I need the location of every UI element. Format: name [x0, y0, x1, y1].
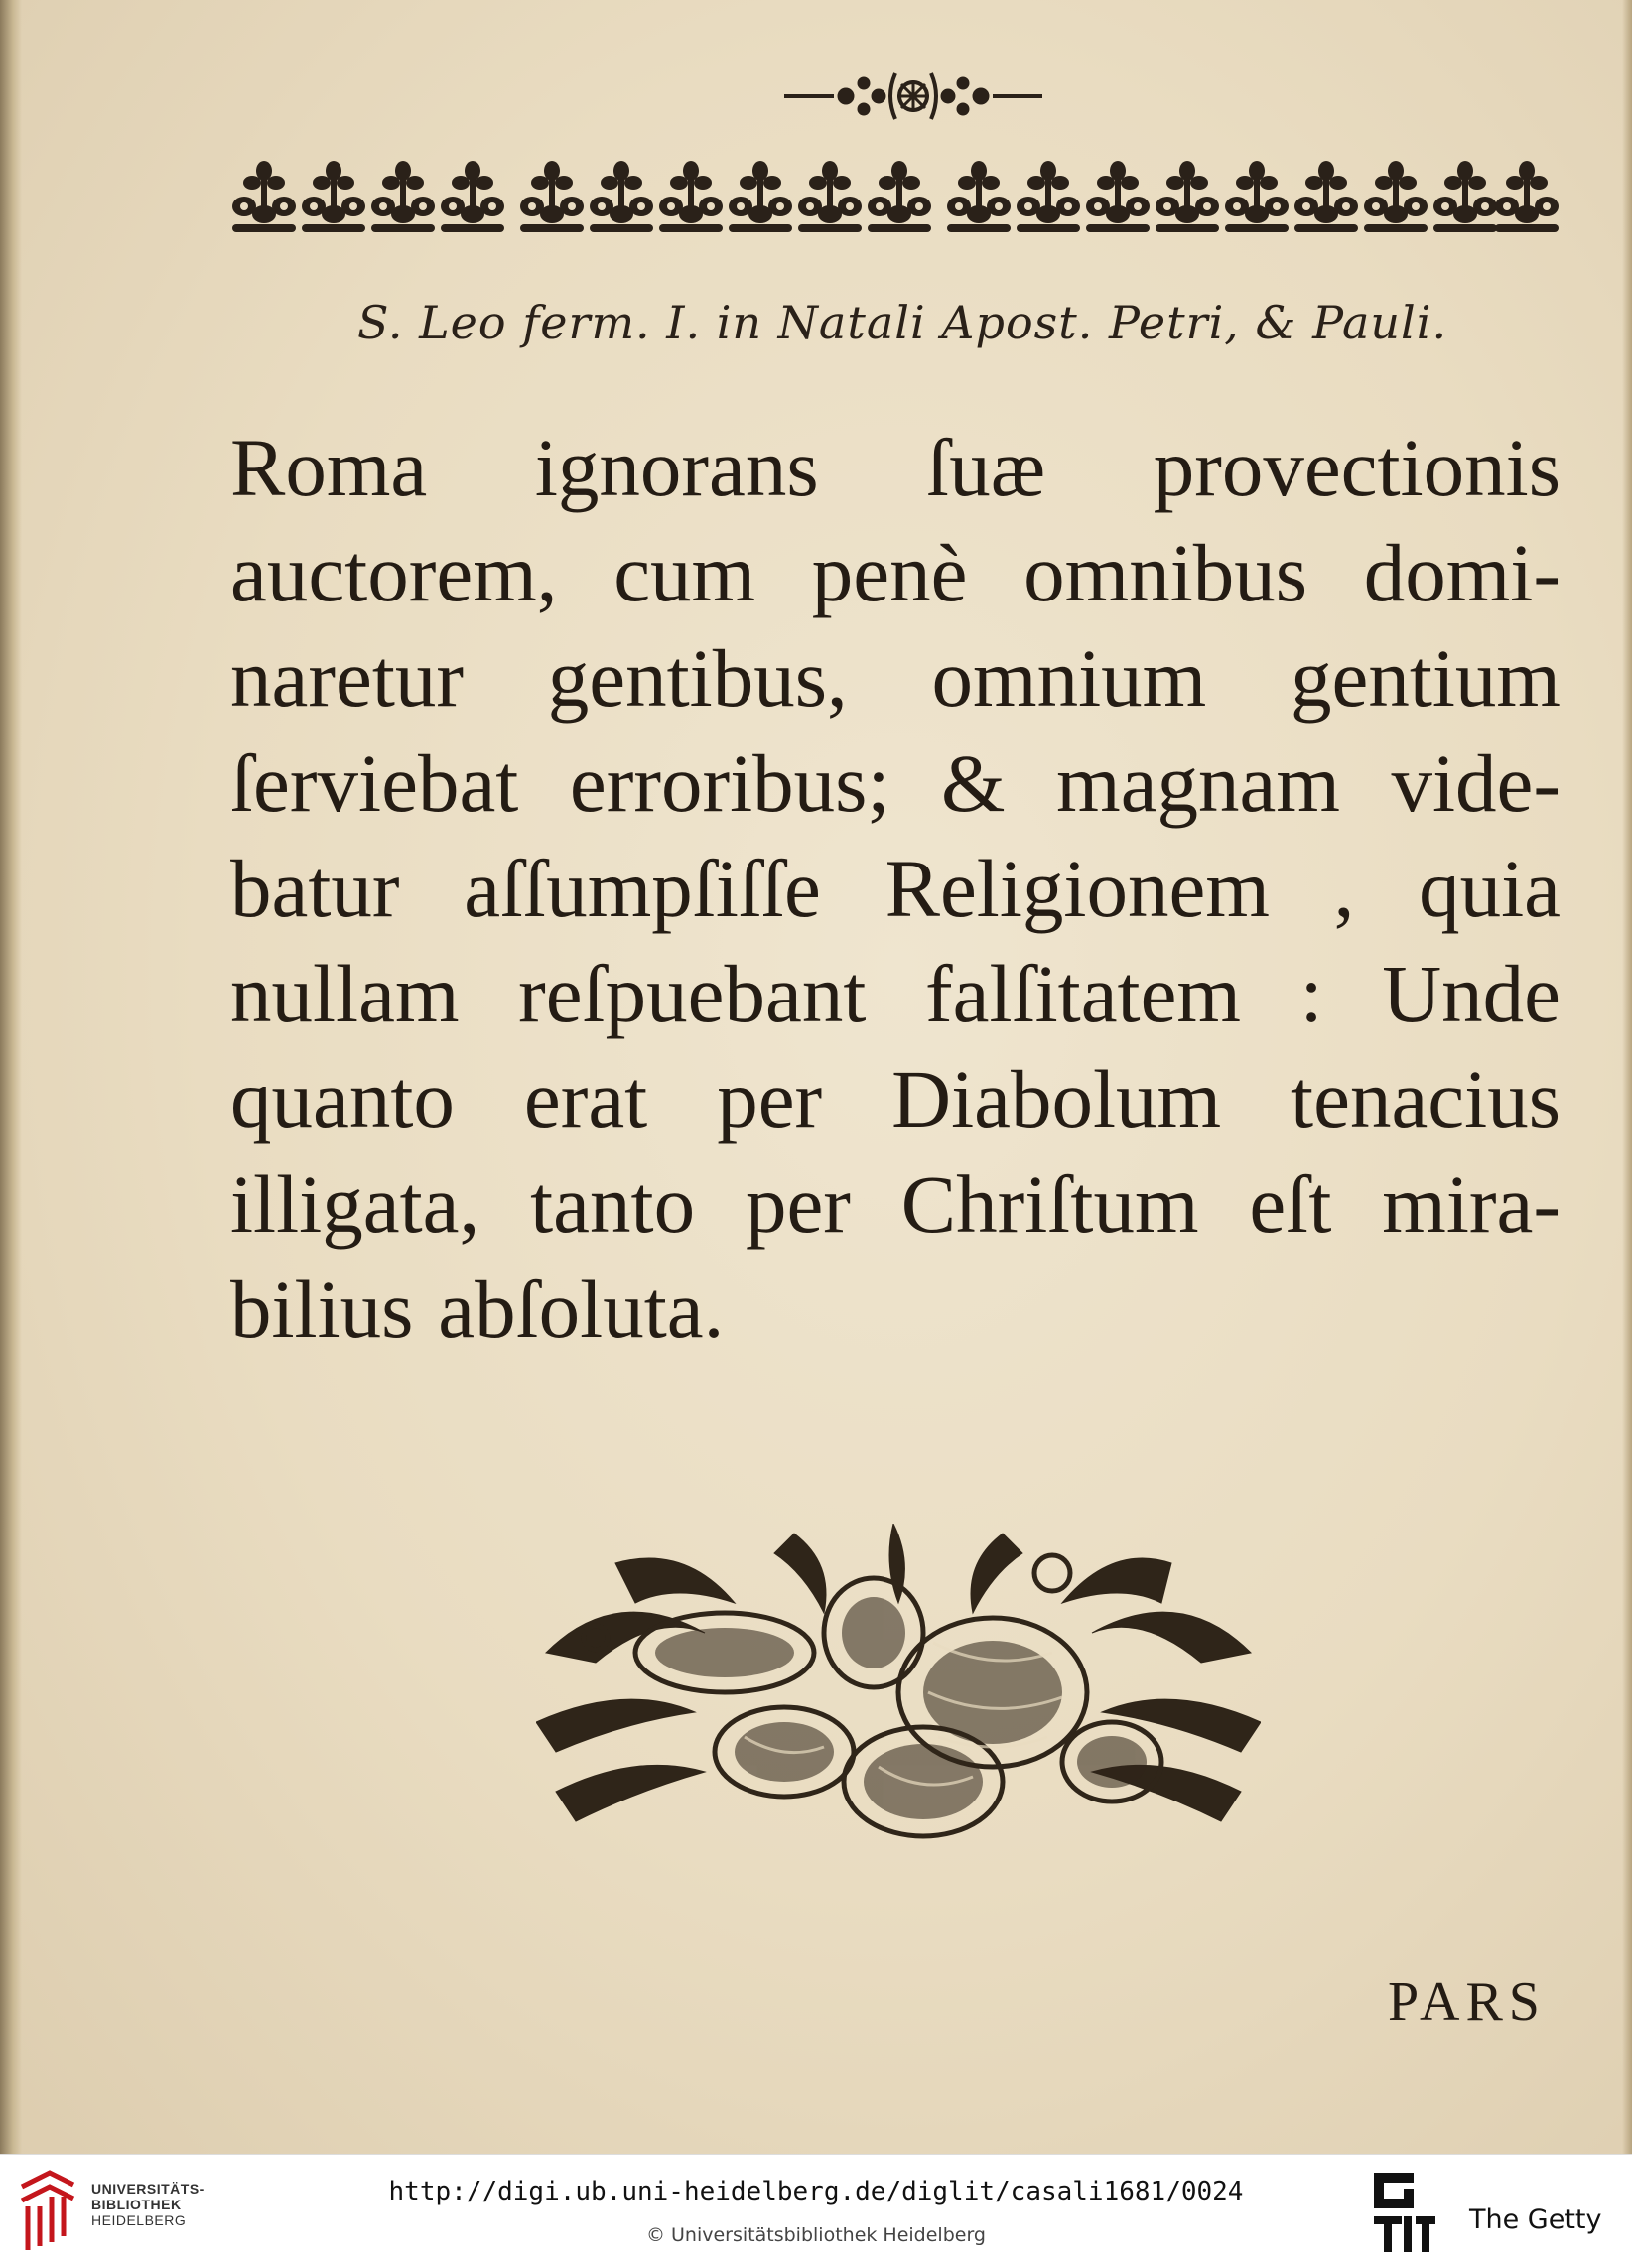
fruit-vignette-icon — [536, 1524, 1261, 1861]
text-line: ſerviebat erroribus; & magnam vide- — [230, 737, 1561, 829]
text-line: naretur gentibus, omnium gentium — [230, 632, 1561, 724]
text-line: quanto erat per Diabolum tenacius — [230, 1053, 1561, 1144]
fleuron-band-icon — [230, 157, 1561, 238]
text-line: batur aſſumpſiſſe Religionem , quia — [230, 843, 1561, 934]
text-line: auctorem, cum penè omnibus domi- — [230, 527, 1561, 618]
getty-logo-icon[interactable] — [1370, 2169, 1439, 2258]
text-line: bilius abſoluta. — [230, 1264, 725, 1355]
text-line: Roma ignorans ſuæ provectionis — [230, 422, 1561, 513]
floral-ornament-icon — [774, 62, 1052, 131]
text-line: nullam reſpuebant falſitatem : Unde — [230, 948, 1561, 1039]
citation-line: S. Leo ferm. I. in Natali Apost. Petri, & Pauli. — [357, 296, 1448, 349]
catchword: PARS — [1388, 1971, 1546, 2033]
partner-name[interactable]: The Getty — [1469, 2204, 1602, 2235]
permalink-url[interactable]: http://digi.ub.uni-heidelberg.de/diglit/casali1681/0024 — [388, 2177, 1244, 2206]
viewer-footer — [0, 2154, 1632, 2268]
library-name[interactable]: UNIVERSITÄTS- BIBLIOTHEK HEIDELBERG — [91, 2181, 204, 2228]
body-text — [230, 415, 1561, 1362]
copyright-notice: © Universitätsbibliothek Heidelberg — [645, 2224, 986, 2246]
text-line: illigata, tanto per Chriſtum eſt mira- — [230, 1158, 1561, 1250]
